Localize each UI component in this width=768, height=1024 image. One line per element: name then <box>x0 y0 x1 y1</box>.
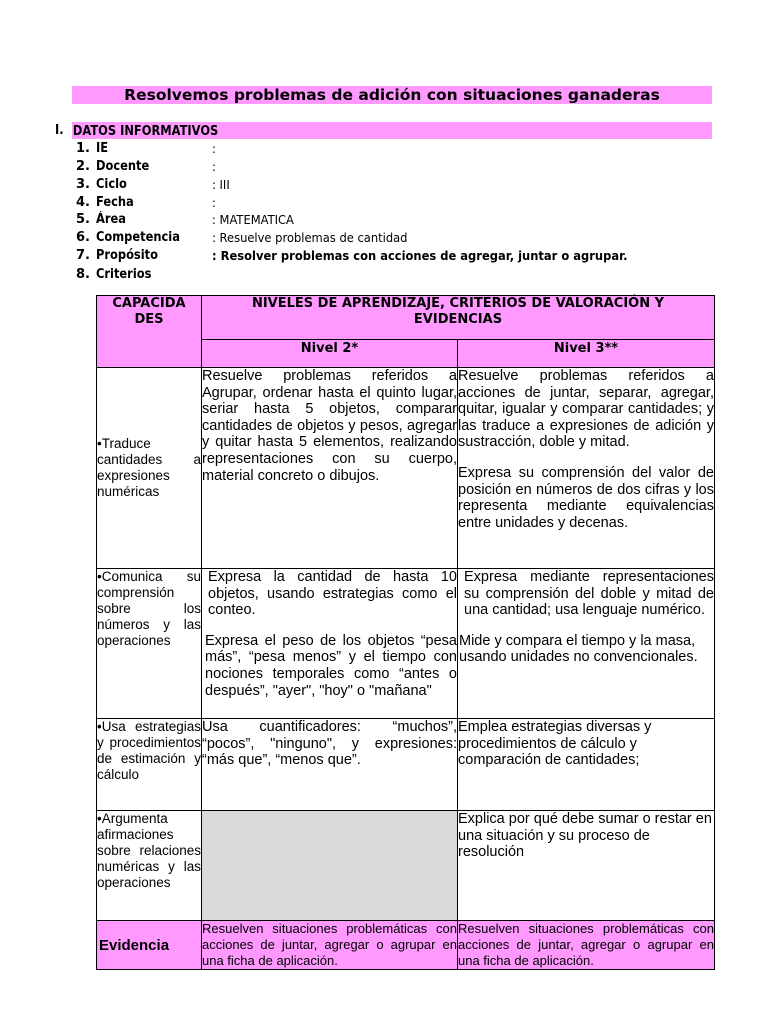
info-value: : <box>212 159 216 174</box>
info-label: Ciclo <box>96 177 127 192</box>
evidencia-nivel-3: Resuelven situaciones problemáticas con acciones de juntar, agregar o agrupar en una ficha de aplicación. <box>458 921 714 968</box>
info-number: 4. <box>76 195 90 210</box>
info-number: 3. <box>76 177 90 192</box>
table-row <box>97 719 715 811</box>
nivel-2-cell: Expresa la cantidad de hasta 10 objetos, usando estrategias como el conteo. Expresa el peso de los objetos “pesa más”, “pesa menos” y el tiempo con nociones temporales como “antes o después”, "ayer", "hoy" o "mañana" <box>202 569 458 719</box>
info-value: : MATEMATICA <box>212 212 294 227</box>
header-nivel-3: Nivel 3** <box>458 340 715 368</box>
document-title: Resolvemos problemas de adición con situaciones ganaderas <box>72 86 712 104</box>
evidencia-label: Evidencia <box>97 921 202 970</box>
info-value: : Resuelve problemas de cantidad <box>212 230 408 245</box>
info-value: : <box>212 141 216 156</box>
header-niveles: NIVELES DE APRENDIZAJE, CRITERIOS DE VALORACIÓN Y EVIDENCIAS <box>202 296 715 340</box>
capacidad-cell: •Argumenta afirmaciones sobre relaciones numéricas y las operaciones <box>97 811 202 921</box>
table-row <box>97 811 715 921</box>
table-row <box>97 569 715 719</box>
section-label: DATOS INFORMATIVOS <box>72 124 219 139</box>
info-value: : Resolver problemas con acciones de agregar, juntar o agrupar. <box>212 248 628 263</box>
nivel-3-cell: Expresa mediante representaciones su comprensión del doble y mitad de una cantidad; usa lenguaje numérico. Mide y compara el tiempo y la masa, usando unidades no convencionales. <box>458 569 715 719</box>
section-number: I. <box>55 123 64 138</box>
table-row <box>97 368 715 569</box>
section-header <box>72 122 712 139</box>
nivel-3-cell: Emplea estrategias diversas y procedimientos de cálculo y comparación de cantidades; <box>458 719 715 811</box>
capacidad-cell: •Usa estrategias y procedimientos de estimación y cálculo <box>97 719 202 811</box>
info-number: 6. <box>76 230 90 245</box>
info-label: Propósito <box>96 248 158 263</box>
evidencia-nivel-2: Resuelven situaciones problemáticas con acciones de juntar, agregar o agrupar en una ficha de aplicación. <box>202 921 457 968</box>
info-number: 5. <box>76 212 90 227</box>
table-row-evidencia <box>97 921 715 970</box>
nivel-2-cell: Resuelve problemas referidos a Agrupar, ordenar hasta el quinto lugar, seriar hasta 5 objetos, comparar cantidades de objetos y pesos, agregar y quitar hasta 5 elementos, realizando representaciones con su cuerpo, material concreto o dibujos. <box>202 368 458 569</box>
header-capacidades: CAPACIDA DES <box>97 296 202 368</box>
info-label: Criterios <box>96 267 152 282</box>
info-label: IE <box>96 141 109 156</box>
info-label: Fecha <box>96 195 134 210</box>
info-number: 1. <box>76 141 90 156</box>
capacidad-cell: •Comunica su comprensión sobre los números y las operaciones <box>97 569 202 719</box>
info-number: 8. <box>76 267 90 282</box>
info-number: 7. <box>76 248 90 263</box>
info-label: Competencia <box>96 230 180 245</box>
nivel-3-cell: Explica por qué debe sumar o restar en una situación y su proceso de resolución <box>458 811 715 921</box>
criteria-table <box>96 295 715 970</box>
info-number: 2. <box>76 159 90 174</box>
info-label: Área <box>96 212 126 227</box>
nivel-3-cell: Resuelve problemas referidos a acciones de juntar, separar, agregar, quitar, igualar y comparar cantidades; y las traduce a expresiones de adición y sustracción, doble y mitad. Expresa su comprensión del valor de posición en números de dos cifras y los representa mediante equivalencias entre unidades y decenas. <box>458 368 715 569</box>
info-value: : III <box>212 177 230 192</box>
capacidad-cell: •Traduce cantidades a expresiones numéricas <box>97 368 202 569</box>
nivel-2-cell: Usa cuantificadores: “muchos”, “pocos”, "ninguno", y expresiones: “más que”, “menos que”. <box>202 719 458 811</box>
info-value: : <box>212 195 216 210</box>
info-label: Docente <box>96 159 150 174</box>
header-nivel-2: Nivel 2* <box>202 340 458 368</box>
nivel-2-empty-cell <box>202 811 458 921</box>
